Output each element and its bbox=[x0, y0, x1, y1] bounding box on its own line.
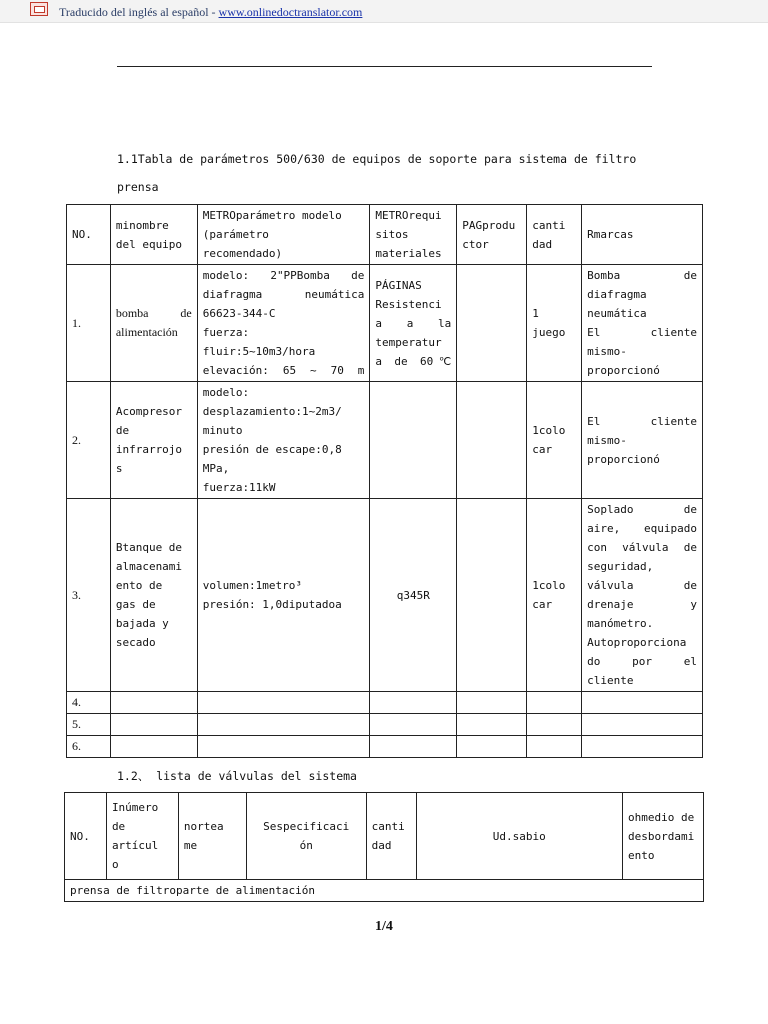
row-producer bbox=[457, 382, 527, 499]
table-row bbox=[67, 499, 703, 692]
row-no: 4. bbox=[67, 692, 111, 714]
table-row bbox=[67, 382, 703, 499]
group-row-label: prensa de filtroparte de alimentación bbox=[65, 880, 704, 902]
row-equipment-name: bomba de alimentación bbox=[110, 265, 197, 382]
row-remarks: Soplado de aire, equipado con válvula de seguridad, válvula de drenaje y manómetro. Autoproporciona do por el cliente bbox=[582, 499, 703, 692]
table1-header-row bbox=[67, 205, 703, 265]
table-row bbox=[67, 692, 703, 714]
table-row bbox=[67, 736, 703, 758]
header-item-number: Inúmero de artícul o bbox=[106, 793, 178, 880]
row-material bbox=[370, 382, 457, 499]
table2-header-row bbox=[65, 793, 704, 880]
table-row bbox=[65, 880, 704, 902]
row-material: q345R bbox=[370, 499, 457, 692]
row-material: PÁGINAS Resistenci a a la temperatur a de 60℃ bbox=[370, 265, 457, 382]
row-producer bbox=[457, 499, 527, 692]
row-producer bbox=[457, 265, 527, 382]
header-remarks: Rmarcas bbox=[582, 205, 703, 265]
header-overflow-medium: ohmedio de desbordami ento bbox=[622, 793, 703, 880]
translator-logo-icon bbox=[30, 2, 48, 16]
header-model-parameter: METROparámetro modelo (parámetro recomendado) bbox=[197, 205, 370, 265]
header-unit: Ud.sabio bbox=[416, 793, 622, 880]
row-quantity: 1colo car bbox=[527, 382, 582, 499]
page-number: 1/4 bbox=[375, 919, 393, 934]
header-quantity: canti dad bbox=[366, 793, 416, 880]
header-no: NO. bbox=[67, 205, 111, 265]
header-specification: Sespecificaci ón bbox=[246, 793, 366, 880]
header-equipment-name: minombre del equipo bbox=[110, 205, 197, 265]
row-no: 6. bbox=[67, 736, 111, 758]
translator-banner bbox=[0, 0, 768, 23]
header-rule bbox=[117, 66, 652, 67]
row-equipment-name: Btanque de almacenami ento de gas de bajada y secado bbox=[110, 499, 197, 692]
row-no: 5. bbox=[67, 714, 111, 736]
header-name: nortea me bbox=[178, 793, 246, 880]
section1-heading-line2: prensa bbox=[117, 180, 159, 194]
row-remarks: Bomba de diafragma neumática El cliente mismo- proporcionó bbox=[582, 265, 703, 382]
row-quantity: 1colo car bbox=[527, 499, 582, 692]
row-model-parameter: modelo: 2"PPBomba de diafragma neumática 66623-344-C fuerza: fluir:5~10m3/hora elevación: 65 ~ 70 m bbox=[197, 265, 370, 382]
translator-link[interactable]: www.onlinedoctranslator.com bbox=[218, 5, 363, 19]
header-no: NO. bbox=[65, 793, 107, 880]
row-no: 2. bbox=[67, 382, 111, 499]
row-remarks: El cliente mismo- proporcionó bbox=[582, 382, 703, 499]
row-quantity: 1 juego bbox=[527, 265, 582, 382]
row-model-parameter: volumen:1metro³ presión: 1,0diputadoa bbox=[197, 499, 370, 692]
row-equipment-name: Acompresor de infrarrojo s bbox=[110, 382, 197, 499]
table-row bbox=[67, 265, 703, 382]
row-no: 3. bbox=[67, 499, 111, 692]
header-quantity: canti dad bbox=[527, 205, 582, 265]
row-model-parameter: modelo: desplazamiento:1~2m3/ minuto presión de escape:0,8 MPa, fuerza:11kW bbox=[197, 382, 370, 499]
section1-heading-line1: 1.1Tabla de parámetros 500/630 de equipos de soporte para sistema de filtro bbox=[117, 152, 637, 166]
section2-heading: 1.2、 lista de válvulas del sistema bbox=[117, 769, 357, 783]
equipment-parameters-table bbox=[66, 204, 703, 758]
header-producer: PAGprodu ctor bbox=[457, 205, 527, 265]
table-row bbox=[67, 714, 703, 736]
valve-list-table bbox=[64, 792, 704, 902]
row-no: 1. bbox=[67, 265, 111, 382]
header-material-requirements: METROrequi sitos materiales bbox=[370, 205, 457, 265]
banner-text: Traducido del inglés al español - www.onlinedoctranslator.com bbox=[59, 5, 363, 19]
